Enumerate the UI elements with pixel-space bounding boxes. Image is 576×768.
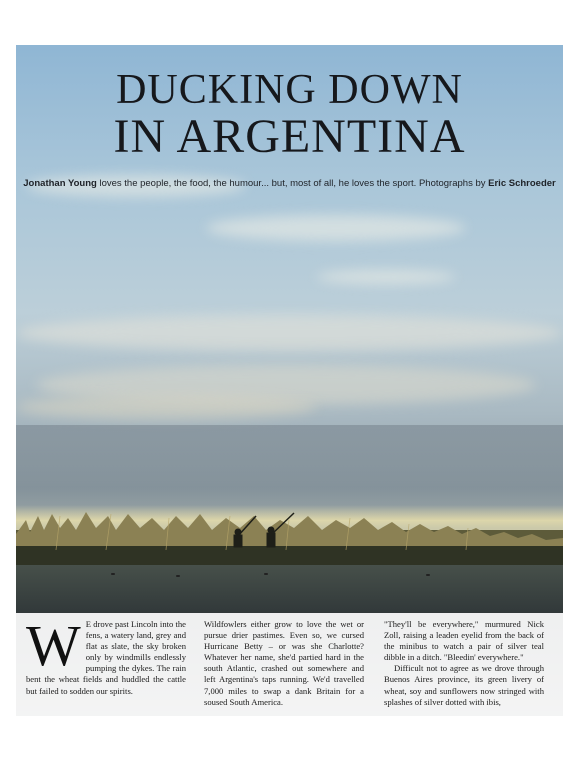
headline-line-1: DUCKING DOWN — [116, 67, 463, 113]
article-column-2 — [204, 619, 364, 708]
cloud — [16, 395, 316, 419]
photographer-name: Eric Schroeder — [488, 178, 556, 189]
cloud — [16, 315, 563, 351]
article-column-3 — [384, 619, 544, 708]
standfirst-text: loves the people, the food, the humour... but, most of all, he loves the sport. Photographs by — [96, 178, 489, 189]
article-column-1 — [26, 613, 186, 697]
decoy — [426, 574, 430, 576]
standfirst — [16, 177, 563, 190]
reed-bed — [16, 510, 563, 572]
cloud — [206, 215, 466, 241]
author-name: Jonathan Young — [23, 178, 97, 189]
cloud — [316, 270, 456, 284]
paragraph: Difficult not to agree as we drove through Buenos Aires province, its green livery of wheat, soy and sunflowers now stringed with splashes of silver dotted with ibis, — [384, 663, 544, 707]
paragraph: E drove past Lincoln into the fens, a watery land, grey and flat as slate, the sky broken only by windmills endlessly pumping the dykes. The rain bent the wheat fields and huddled the cattle but failed to sodden our spirits. — [26, 619, 186, 696]
decoy — [111, 573, 115, 575]
drop-cap: W — [26, 613, 81, 678]
paragraph: "They'll be everywhere," murmured Nick Zoll, raising a leaden eyelid from the back of the minibus to watch a pair of silver teal dibble in a ditch. "Bleedin' everywhere." — [384, 619, 544, 663]
magazine-page — [16, 45, 563, 716]
decoy — [176, 575, 180, 577]
decoy — [264, 573, 268, 575]
headline-line-2: IN ARGENTINA — [113, 110, 466, 163]
paragraph: Wildfowlers either grow to love the wet or pursue drier pastimes. Even so, we cursed Hurricane Betty – or was she Charlotte? Whatever her name, she'd partied hard in the south Atlantic, crashed out somewhere and left Argentina's taps running. We'd travelled 7,000 miles to swap a dank Britain for a soused South America. — [204, 619, 364, 707]
